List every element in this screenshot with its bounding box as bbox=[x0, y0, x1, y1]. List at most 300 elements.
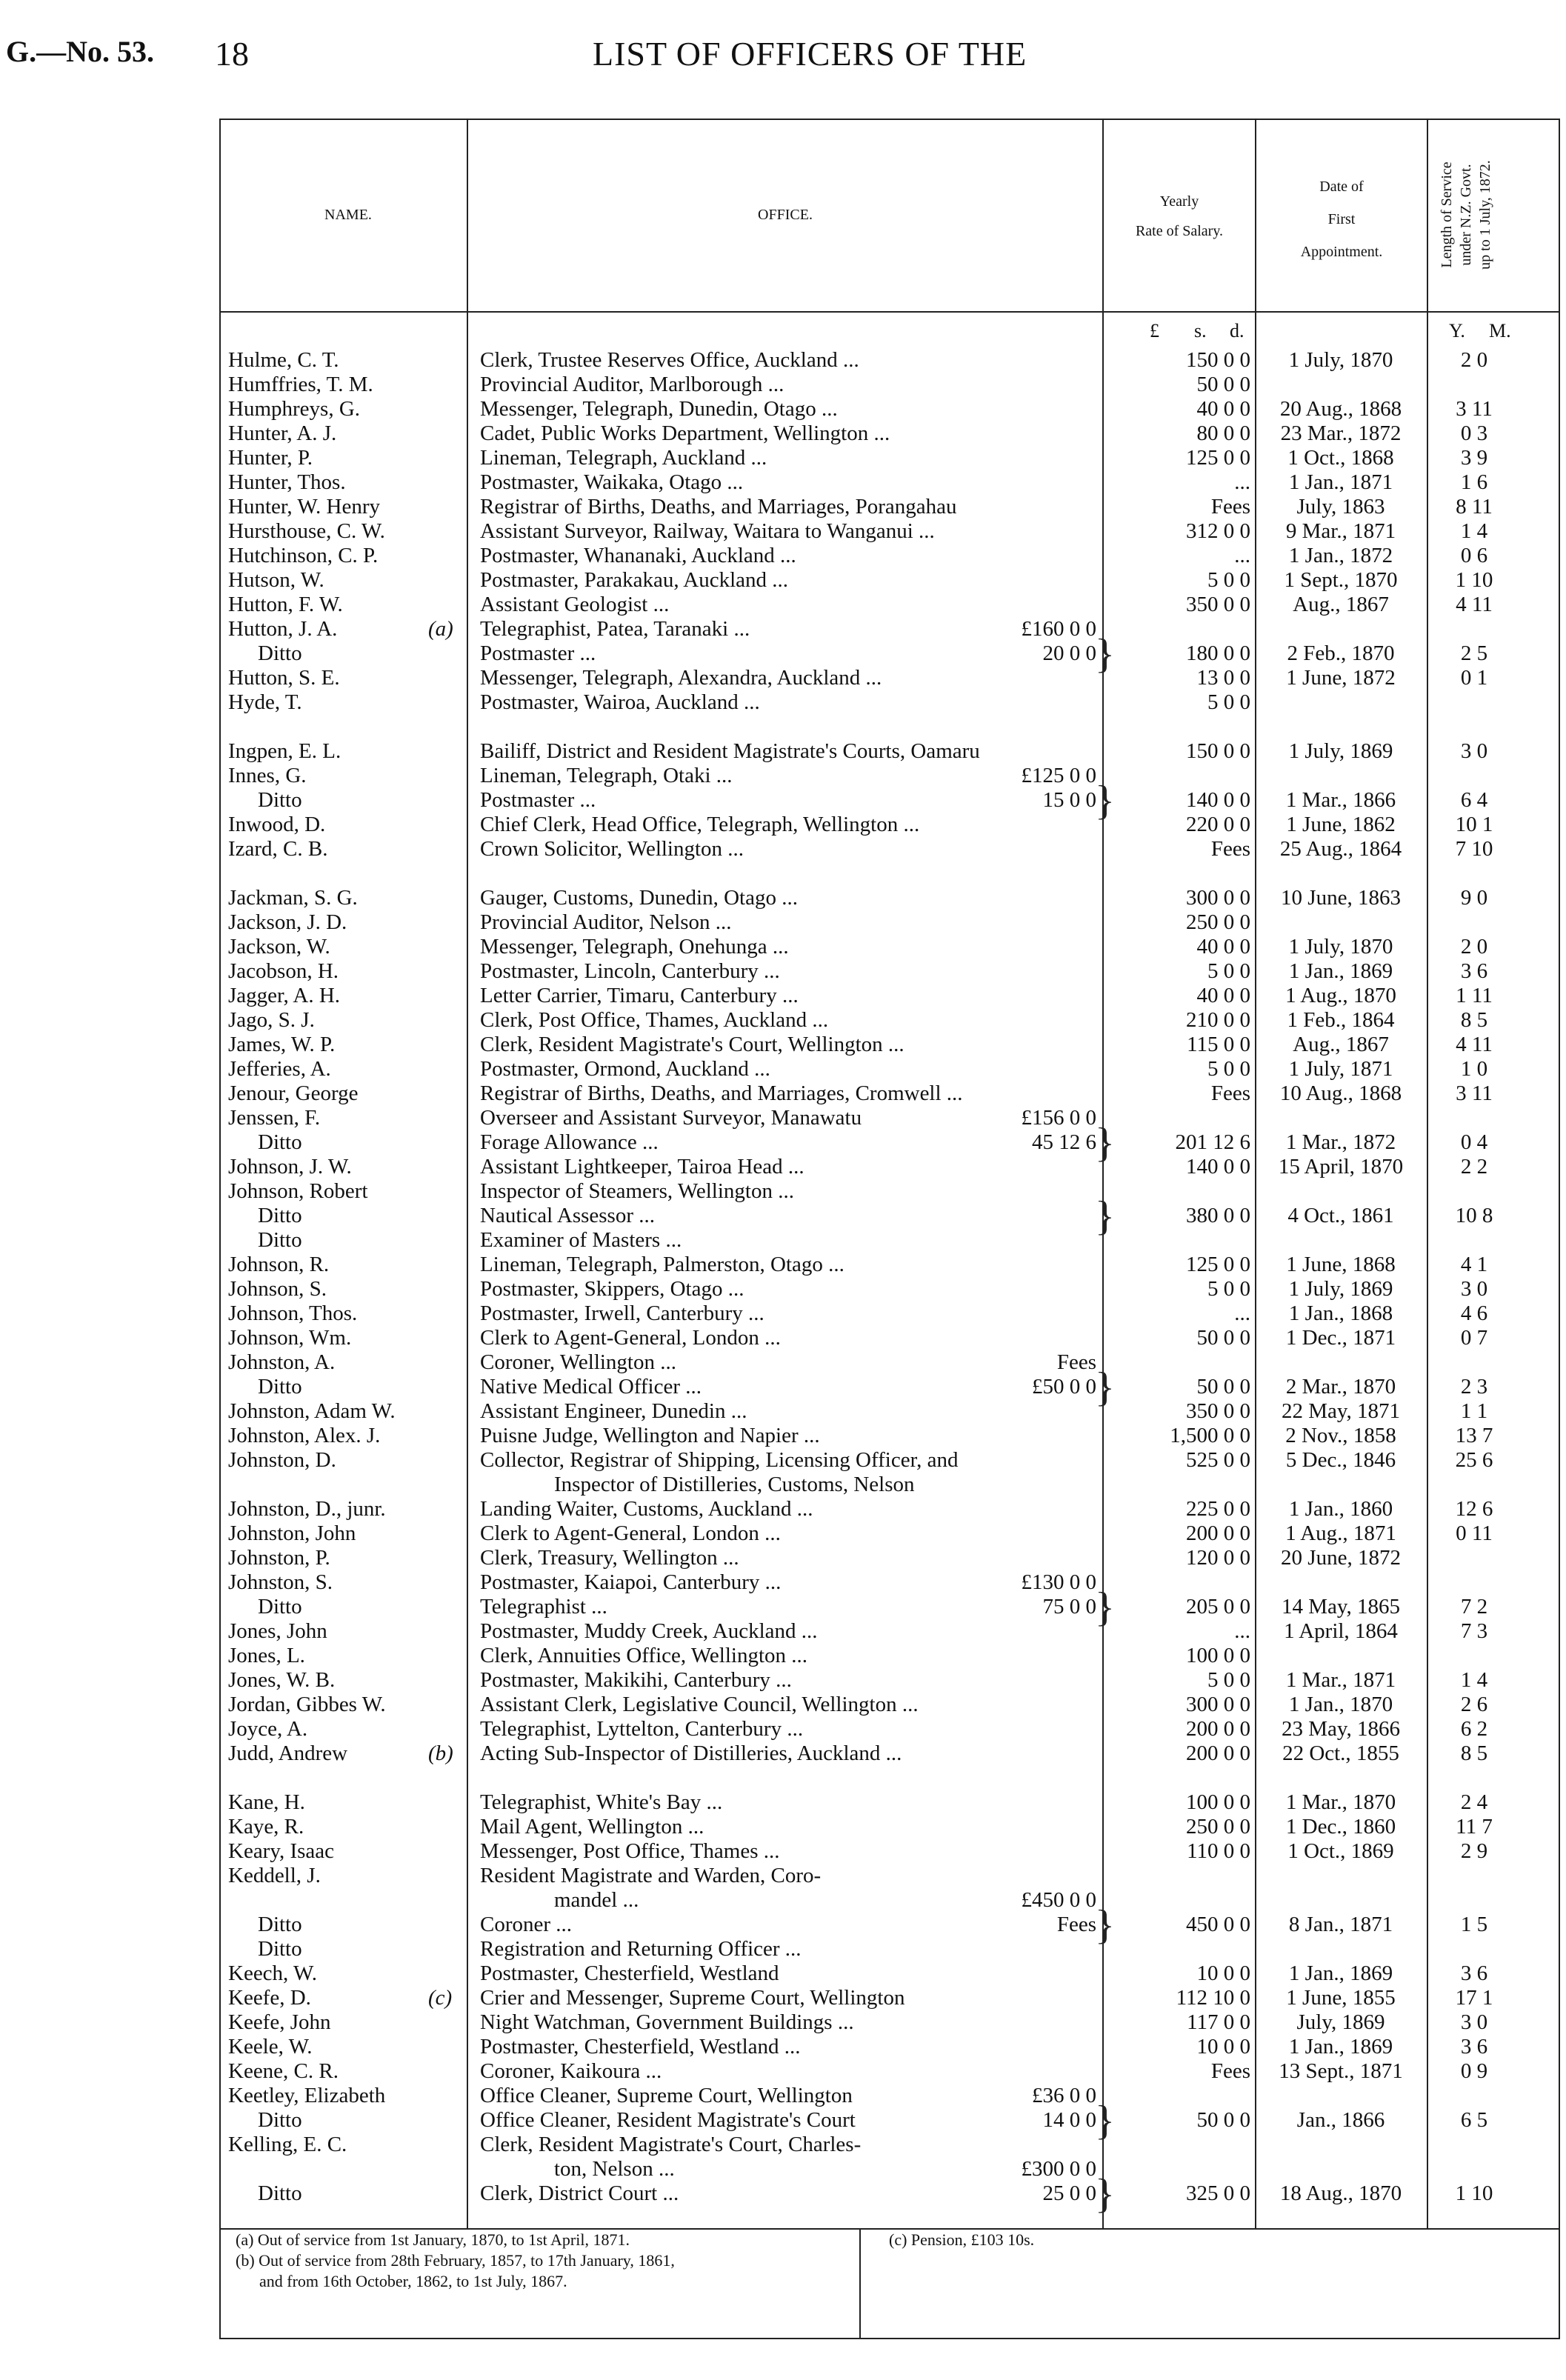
appointment-date: 10 June, 1863 bbox=[1281, 886, 1401, 910]
service-length: 6 4 bbox=[1460, 788, 1488, 812]
appointment-date: Jan., 1866 bbox=[1296, 2108, 1385, 2132]
office-title: Assistant Surveyor, Railway, Waitara to Wanganui ... bbox=[480, 519, 935, 543]
service-length: 6 5 bbox=[1460, 2108, 1488, 2132]
table-row bbox=[0, 1008, 1566, 1033]
service-length: 1 4 bbox=[1460, 1668, 1488, 1692]
footnotes-right bbox=[889, 2230, 1034, 2250]
office-title: Coroner, Wellington ... bbox=[480, 1350, 676, 1374]
officer-name: Keech, W. bbox=[228, 1961, 317, 1985]
officer-name: Ingpen, E. L. bbox=[228, 739, 341, 763]
appointment-date: July, 1863 bbox=[1296, 495, 1385, 519]
appointment-date: 1 Jan., 1869 bbox=[1288, 2035, 1393, 2059]
office-title: Postmaster, Chesterfield, Westland ... bbox=[480, 2035, 801, 2059]
officer-name: Ditto bbox=[258, 641, 302, 665]
officer-name: Jenssen, F. bbox=[228, 1106, 321, 1130]
page-title: LIST OF OFFICERS OF THE bbox=[593, 35, 1027, 73]
sub-salary: Fees bbox=[1056, 1350, 1096, 1374]
appointment-date: 1 Mar., 1870 bbox=[1285, 1790, 1396, 1814]
appointment-date: 18 Aug., 1870 bbox=[1279, 2181, 1402, 2205]
yearly-salary: 40 0 0 bbox=[1196, 397, 1250, 421]
table-row bbox=[0, 1595, 1566, 1619]
officer-name: Ditto bbox=[258, 1204, 302, 1227]
office-title: Landing Waiter, Customs, Auckland ... bbox=[480, 1497, 813, 1521]
appointment-date: 1 Aug., 1871 bbox=[1285, 1521, 1396, 1545]
service-length: 3 6 bbox=[1460, 1961, 1488, 1985]
officer-name: Izard, C. B. bbox=[228, 837, 328, 861]
sub-salary: 15 0 0 bbox=[1042, 788, 1096, 812]
officer-name: Jenour, George bbox=[228, 1081, 359, 1105]
sub-salary: £36 0 0 bbox=[1032, 2084, 1096, 2107]
officer-name: Jackman, S. G. bbox=[228, 886, 358, 910]
sub-salary: 14 0 0 bbox=[1042, 2108, 1096, 2132]
office-title: Registrar of Births, Deaths, and Marriages, Porangahau bbox=[480, 495, 957, 519]
unit-years: Y. bbox=[1449, 320, 1465, 341]
office-title: Native Medical Officer ... bbox=[480, 1375, 702, 1399]
office-title: Messenger, Telegraph, Onehunga ... bbox=[480, 935, 789, 959]
table-row bbox=[0, 1619, 1566, 1644]
officer-name: Ditto bbox=[258, 788, 302, 812]
officer-name: Hyde, T. bbox=[228, 690, 302, 714]
table-row bbox=[0, 1986, 1566, 2010]
yearly-salary: Fees bbox=[1210, 837, 1250, 861]
table-row bbox=[0, 446, 1566, 470]
table-row bbox=[0, 2133, 1566, 2157]
brace-mark: } bbox=[1095, 1120, 1115, 1166]
office-title: Collector, Registrar of Shipping, Licensing Officer, and bbox=[480, 1448, 959, 1472]
yearly-salary: 150 0 0 bbox=[1186, 739, 1250, 763]
appointment-date: 2 Nov., 1858 bbox=[1285, 1424, 1396, 1447]
yearly-salary: 1,500 0 0 bbox=[1170, 1424, 1250, 1447]
appointment-date: 1 Oct., 1869 bbox=[1287, 1839, 1394, 1863]
officer-name: Keefe, D. bbox=[228, 1986, 311, 2010]
service-length: 0 3 bbox=[1460, 421, 1488, 445]
officer-name: Jackson, J. D. bbox=[228, 910, 347, 934]
service-length: 0 4 bbox=[1460, 1130, 1488, 1154]
table-row bbox=[0, 1864, 1566, 1888]
service-length: 1 5 bbox=[1460, 1913, 1488, 1936]
office-title: Postmaster, Chesterfield, Westland bbox=[480, 1961, 779, 1985]
brace-mark: } bbox=[1095, 1584, 1115, 1630]
office-title: Clerk, Annuities Office, Wellington ... bbox=[480, 1644, 808, 1667]
unit-pence: d. bbox=[1230, 320, 1245, 341]
date-header-line: Date of bbox=[1319, 179, 1364, 195]
column-header-office: OFFICE. bbox=[758, 207, 813, 223]
sub-salary: £125 0 0 bbox=[1021, 764, 1096, 787]
service-length: 0 9 bbox=[1460, 2059, 1488, 2083]
appointment-date: 1 June, 1855 bbox=[1286, 1986, 1396, 2010]
appointment-date: 1 Mar., 1871 bbox=[1285, 1668, 1396, 1692]
table-row bbox=[0, 959, 1566, 984]
yearly-salary: 312 0 0 bbox=[1186, 519, 1250, 543]
office-title: Postmaster, Irwell, Canterbury ... bbox=[480, 1301, 764, 1325]
sub-salary: 45 12 6 bbox=[1032, 1130, 1096, 1154]
table-row bbox=[0, 1448, 1566, 1473]
table-row bbox=[0, 2059, 1566, 2084]
yearly-salary: 210 0 0 bbox=[1186, 1008, 1250, 1032]
service-length: 3 6 bbox=[1460, 2035, 1488, 2059]
officer-name: Kane, H. bbox=[228, 1790, 305, 1814]
brace-mark: } bbox=[1095, 778, 1115, 824]
sub-salary: Fees bbox=[1056, 1913, 1096, 1936]
table-row bbox=[0, 495, 1566, 519]
officer-name: Hunter, Thos. bbox=[228, 470, 346, 494]
column-header-length bbox=[1437, 126, 1495, 304]
officer-name: Johnson, Thos. bbox=[228, 1301, 358, 1325]
yearly-salary: Fees bbox=[1210, 2059, 1250, 2083]
officer-name: Humphreys, G. bbox=[228, 397, 361, 421]
table-row bbox=[0, 984, 1566, 1008]
service-length: 4 1 bbox=[1460, 1253, 1488, 1276]
appointment-date: 1 Jan., 1868 bbox=[1288, 1301, 1393, 1325]
office-title: Telegraphist, Lyttelton, Canterbury ... bbox=[480, 1717, 804, 1741]
service-length: 2 4 bbox=[1460, 1790, 1488, 1814]
officer-name: Keele, W. bbox=[228, 2035, 313, 2059]
office-title-continued: Inspector of Distilleries, Customs, Nelson bbox=[554, 1473, 915, 1496]
officer-name: Hunter, W. Henry bbox=[228, 495, 381, 519]
officer-name: Johnson, Robert bbox=[228, 1179, 368, 1203]
service-length: 7 10 bbox=[1455, 837, 1493, 861]
table-row bbox=[0, 421, 1566, 446]
appointment-date: 20 June, 1872 bbox=[1281, 1546, 1401, 1570]
column-header-date bbox=[1256, 170, 1427, 268]
table-row bbox=[0, 1521, 1566, 1546]
officer-name: Ditto bbox=[258, 1913, 302, 1936]
officer-name: Ditto bbox=[258, 1130, 302, 1154]
office-title: Mail Agent, Wellington ... bbox=[480, 1815, 704, 1839]
table-row bbox=[0, 397, 1566, 421]
yearly-salary: 5 0 0 bbox=[1207, 690, 1250, 714]
appointment-date: 1 Jan., 1869 bbox=[1288, 1961, 1393, 1985]
yearly-salary: 40 0 0 bbox=[1196, 984, 1250, 1007]
table-row bbox=[0, 519, 1566, 544]
appointment-date: 5 Dec., 1846 bbox=[1285, 1448, 1396, 1472]
office-title: Office Cleaner, Resident Magistrate's Court bbox=[480, 2108, 856, 2132]
appointment-date: 1 Jan., 1860 bbox=[1288, 1497, 1393, 1521]
table-row bbox=[0, 1961, 1566, 1986]
service-length: 12 6 bbox=[1455, 1497, 1493, 1521]
yearly-salary: 220 0 0 bbox=[1186, 813, 1250, 836]
yearly-salary: 110 0 0 bbox=[1187, 1839, 1250, 1863]
table-row bbox=[0, 2084, 1566, 2108]
appointment-date: 1 Aug., 1870 bbox=[1285, 984, 1396, 1007]
office-title: Bailiff, District and Resident Magistrate's Courts, Oamaru bbox=[480, 739, 980, 763]
yearly-salary: ... bbox=[1234, 470, 1250, 494]
officer-name: Johnson, R. bbox=[228, 1253, 330, 1276]
office-title: Clerk, Treasury, Wellington ... bbox=[480, 1546, 739, 1570]
yearly-salary: 112 10 0 bbox=[1176, 1986, 1250, 2010]
sub-salary: 75 0 0 bbox=[1042, 1595, 1096, 1619]
service-length: 8 5 bbox=[1460, 1741, 1488, 1765]
appointment-date: 1 Dec., 1860 bbox=[1285, 1815, 1396, 1839]
officer-name: Humffries, T. M. bbox=[228, 373, 373, 396]
service-length: 3 11 bbox=[1456, 397, 1493, 421]
service-length: 3 0 bbox=[1460, 2010, 1488, 2034]
office-title: Clerk, Post Office, Thames, Auckland ... bbox=[480, 1008, 829, 1032]
officer-name: Ditto bbox=[258, 1595, 302, 1619]
officer-name: Keddell, J. bbox=[228, 1864, 321, 1887]
appointment-date: 9 Mar., 1871 bbox=[1285, 519, 1396, 543]
service-length: 4 6 bbox=[1460, 1301, 1488, 1325]
service-length: 2 9 bbox=[1460, 1839, 1488, 1863]
table-row bbox=[0, 1253, 1566, 1277]
officer-name: Ditto bbox=[258, 1937, 302, 1961]
yearly-salary: 5 0 0 bbox=[1207, 1057, 1250, 1081]
salary-header-line: Yearly bbox=[1159, 193, 1199, 210]
yearly-salary: 5 0 0 bbox=[1207, 1277, 1250, 1301]
service-length: 4 11 bbox=[1456, 593, 1493, 616]
office-title-continued: mandel ... bbox=[554, 1888, 639, 1912]
officer-name: Innes, G. bbox=[228, 764, 307, 787]
officer-name: Hutton, S. E. bbox=[228, 666, 340, 690]
yearly-salary: 5 0 0 bbox=[1207, 568, 1250, 592]
service-length: 7 3 bbox=[1460, 1619, 1488, 1643]
yearly-salary: 50 0 0 bbox=[1196, 2108, 1250, 2132]
table-row bbox=[0, 1913, 1566, 1937]
office-title: Resident Magistrate and Warden, Coro- bbox=[480, 1864, 822, 1887]
officer-name: Keary, Isaac bbox=[228, 1839, 335, 1863]
table-row bbox=[0, 1497, 1566, 1521]
table-row bbox=[0, 739, 1566, 764]
yearly-salary: 13 0 0 bbox=[1196, 666, 1250, 690]
office-title: Postmaster, Waikaka, Otago ... bbox=[480, 470, 744, 494]
office-title: Postmaster, Lincoln, Canterbury ... bbox=[480, 959, 780, 983]
yearly-salary: 201 12 6 bbox=[1175, 1130, 1250, 1154]
table-row bbox=[0, 2035, 1566, 2059]
table-row bbox=[0, 1081, 1566, 1106]
officer-name: Johnson, Wm. bbox=[228, 1326, 352, 1350]
service-length: 11 7 bbox=[1456, 1815, 1493, 1839]
office-title: Postmaster, Whananaki, Auckland ... bbox=[480, 544, 796, 567]
yearly-salary: 200 0 0 bbox=[1186, 1741, 1250, 1765]
office-title: Clerk to Agent-General, London ... bbox=[480, 1521, 781, 1545]
table-row bbox=[0, 641, 1566, 666]
table-row bbox=[0, 1057, 1566, 1081]
yearly-salary: 125 0 0 bbox=[1186, 446, 1250, 470]
column-header-name: NAME. bbox=[324, 207, 372, 223]
yearly-salary: 140 0 0 bbox=[1186, 1155, 1250, 1179]
appointment-date: 1 April, 1864 bbox=[1284, 1619, 1398, 1643]
yearly-salary: 10 0 0 bbox=[1196, 1961, 1250, 1985]
officer-name: Jacobson, H. bbox=[228, 959, 339, 983]
sub-salary: 25 0 0 bbox=[1042, 2181, 1096, 2205]
table-row bbox=[0, 1204, 1566, 1228]
office-title: Postmaster, Parakakau, Auckland ... bbox=[480, 568, 789, 592]
appointment-date: 10 Aug., 1868 bbox=[1279, 1081, 1402, 1105]
yearly-salary: 205 0 0 bbox=[1186, 1595, 1250, 1619]
yearly-salary: 300 0 0 bbox=[1186, 886, 1250, 910]
appointment-date: 22 Oct., 1855 bbox=[1282, 1741, 1399, 1765]
brace-mark: } bbox=[1095, 631, 1115, 677]
officer-name: Johnston, A. bbox=[228, 1350, 336, 1374]
service-length: 6 2 bbox=[1460, 1717, 1488, 1741]
office-title: Clerk, Resident Magistrate's Court, Wellington ... bbox=[480, 1033, 904, 1056]
service-length: 2 5 bbox=[1460, 641, 1488, 665]
officer-name: Inwood, D. bbox=[228, 813, 326, 836]
sub-salary: £156 0 0 bbox=[1021, 1106, 1096, 1130]
brace-mark: } bbox=[1095, 2171, 1115, 2217]
table-row bbox=[0, 1839, 1566, 1864]
service-length: 4 11 bbox=[1456, 1033, 1493, 1056]
office-title: Provincial Auditor, Nelson ... bbox=[480, 910, 732, 934]
office-title: Postmaster, Makikihi, Canterbury ... bbox=[480, 1668, 792, 1692]
footnote-divider bbox=[859, 2228, 861, 2339]
page-number: 18 bbox=[215, 35, 249, 73]
table-row bbox=[0, 1106, 1566, 1130]
appointment-date: 2 Mar., 1870 bbox=[1285, 1375, 1396, 1399]
office-title: Registration and Returning Officer ... bbox=[480, 1937, 802, 1961]
footnote-a: (a) Out of service from 1st January, 1870, to 1st April, 1871. bbox=[236, 2230, 630, 2249]
officer-name: Hunter, A. J. bbox=[228, 421, 337, 445]
sub-salary: £50 0 0 bbox=[1032, 1375, 1096, 1399]
office-title: Lineman, Telegraph, Auckland ... bbox=[480, 446, 767, 470]
length-header-line: under N.Z. Govt. bbox=[1458, 164, 1474, 266]
yearly-salary: 225 0 0 bbox=[1186, 1497, 1250, 1521]
table-row bbox=[0, 813, 1566, 837]
office-title: Acting Sub-Inspector of Distilleries, Auckland ... bbox=[480, 1741, 902, 1765]
yearly-salary: 5 0 0 bbox=[1207, 959, 1250, 983]
service-length: 8 11 bbox=[1456, 495, 1493, 519]
officer-name: Jones, L. bbox=[228, 1644, 305, 1667]
yearly-salary: 525 0 0 bbox=[1186, 1448, 1250, 1472]
officer-name: Hutton, F. W. bbox=[228, 593, 343, 616]
service-length: 8 5 bbox=[1460, 1008, 1488, 1032]
appointment-date: Aug., 1867 bbox=[1293, 593, 1389, 616]
appointment-date: July, 1869 bbox=[1296, 2010, 1385, 2034]
appointment-date: 1 Jan., 1870 bbox=[1288, 1693, 1393, 1716]
yearly-salary: 325 0 0 bbox=[1186, 2181, 1250, 2205]
officer-name: Ditto bbox=[258, 2181, 302, 2205]
officer-name: Keene, C. R. bbox=[228, 2059, 339, 2083]
yearly-salary: 300 0 0 bbox=[1186, 1693, 1250, 1716]
brace-mark: } bbox=[1095, 1902, 1115, 1948]
table-row bbox=[0, 1790, 1566, 1815]
yearly-salary: 250 0 0 bbox=[1186, 1815, 1250, 1839]
office-title: Night Watchman, Government Buildings ... bbox=[480, 2010, 854, 2034]
appointment-date: 4 Oct., 1861 bbox=[1287, 1204, 1394, 1227]
office-title: Messenger, Telegraph, Alexandra, Auckland ... bbox=[480, 666, 882, 690]
office-title: Telegraphist ... bbox=[480, 1595, 607, 1619]
office-title: Office Cleaner, Supreme Court, Wellington bbox=[480, 2084, 853, 2107]
table-row bbox=[0, 910, 1566, 935]
appointment-date: 1 July, 1871 bbox=[1288, 1057, 1393, 1081]
table-row bbox=[0, 1179, 1566, 1204]
table-row bbox=[0, 886, 1566, 910]
table-row bbox=[0, 837, 1566, 861]
yearly-salary: 40 0 0 bbox=[1196, 935, 1250, 959]
appointment-date: 1 July, 1870 bbox=[1288, 348, 1393, 372]
office-title: Coroner, Kaikoura ... bbox=[480, 2059, 662, 2083]
table-row bbox=[0, 2010, 1566, 2035]
yearly-salary: 380 0 0 bbox=[1186, 1204, 1250, 1227]
office-title: Assistant Lightkeeper, Tairoa Head ... bbox=[480, 1155, 804, 1179]
officer-name: Jones, W. B. bbox=[228, 1668, 336, 1692]
service-length: 10 8 bbox=[1455, 1204, 1493, 1227]
header-rule bbox=[219, 311, 1560, 313]
yearly-salary: 350 0 0 bbox=[1186, 1399, 1250, 1423]
office-title: Postmaster, Ormond, Auckland ... bbox=[480, 1057, 770, 1081]
yearly-salary: 200 0 0 bbox=[1186, 1717, 1250, 1741]
officer-name: Jagger, A. H. bbox=[228, 984, 341, 1007]
office-title: Examiner of Masters ... bbox=[480, 1228, 682, 1252]
service-length: 25 6 bbox=[1455, 1448, 1493, 1472]
service-length: 0 7 bbox=[1460, 1326, 1488, 1350]
yearly-salary: 115 0 0 bbox=[1187, 1033, 1250, 1056]
table-row bbox=[0, 1473, 1566, 1497]
office-title: Telegraphist, White's Bay ... bbox=[480, 1790, 723, 1814]
sub-salary: £450 0 0 bbox=[1021, 1888, 1096, 1912]
officer-name: Jackson, W. bbox=[228, 935, 330, 959]
service-length: 2 6 bbox=[1460, 1693, 1488, 1716]
service-length: 2 0 bbox=[1460, 348, 1488, 372]
footnote-b-cont: and from 16th October, 1862, to 1st July, 1867. bbox=[259, 2272, 567, 2290]
service-length: 9 0 bbox=[1460, 886, 1488, 910]
table-row bbox=[0, 470, 1566, 495]
office-title: Clerk, District Court ... bbox=[480, 2181, 679, 2205]
office-title: Registrar of Births, Deaths, and Marriages, Cromwell ... bbox=[480, 1081, 963, 1105]
footnote-ref: (c) bbox=[428, 1986, 453, 2010]
office-title: Assistant Clerk, Legislative Council, Wellington ... bbox=[480, 1693, 919, 1716]
appointment-date: 25 Aug., 1864 bbox=[1279, 837, 1402, 861]
appointment-date: 1 Sept., 1870 bbox=[1284, 568, 1398, 592]
yearly-salary: Fees bbox=[1210, 1081, 1250, 1105]
unit-pounds: £ bbox=[1150, 320, 1159, 341]
yearly-salary: 80 0 0 bbox=[1196, 421, 1250, 445]
appointment-date: 1 Jan., 1871 bbox=[1288, 470, 1393, 494]
yearly-salary: 5 0 0 bbox=[1207, 1668, 1250, 1692]
table-row bbox=[0, 2108, 1566, 2133]
office-title-continued: ton, Nelson ... bbox=[554, 2157, 675, 2181]
service-length: 3 9 bbox=[1460, 446, 1488, 470]
table-row bbox=[0, 666, 1566, 690]
yearly-salary: 50 0 0 bbox=[1196, 373, 1250, 396]
yearly-salary: 350 0 0 bbox=[1186, 593, 1250, 616]
office-title: Chief Clerk, Head Office, Telegraph, Wellington ... bbox=[480, 813, 920, 836]
office-title: Coroner ... bbox=[480, 1913, 573, 1936]
officer-name: Jefferies, A. bbox=[228, 1057, 331, 1081]
footnote-c: (c) Pension, £103 10s. bbox=[889, 2230, 1035, 2249]
table-row bbox=[0, 1546, 1566, 1570]
table-row bbox=[0, 544, 1566, 568]
appointment-date: 20 Aug., 1868 bbox=[1279, 397, 1402, 421]
office-title: Crier and Messenger, Supreme Court, Wellington bbox=[480, 1986, 905, 2010]
table-row bbox=[0, 1668, 1566, 1693]
yearly-salary: 200 0 0 bbox=[1186, 1521, 1250, 1545]
office-title: Postmaster, Skippers, Otago ... bbox=[480, 1277, 744, 1301]
unit-shillings: s. bbox=[1194, 320, 1207, 341]
officer-name: Hulme, C. T. bbox=[228, 348, 339, 372]
appointment-date: 23 May, 1866 bbox=[1281, 1717, 1401, 1741]
officer-name: Jones, John bbox=[228, 1619, 327, 1643]
yearly-salary: 120 0 0 bbox=[1186, 1546, 1250, 1570]
service-length: 3 6 bbox=[1460, 959, 1488, 983]
service-length: 1 11 bbox=[1456, 984, 1493, 1007]
appointment-date: 15 April, 1870 bbox=[1278, 1155, 1404, 1179]
appointment-date: Aug., 1867 bbox=[1293, 1033, 1389, 1056]
table-row bbox=[0, 1228, 1566, 1253]
yearly-salary: 100 0 0 bbox=[1186, 1644, 1250, 1667]
office-title: Lineman, Telegraph, Otaki ... bbox=[480, 764, 733, 787]
appointment-date: 1 July, 1870 bbox=[1288, 935, 1393, 959]
brace-mark: } bbox=[1095, 1193, 1115, 1239]
office-title: Gauger, Customs, Dunedin, Otago ... bbox=[480, 886, 798, 910]
officer-name: Johnson, J. W. bbox=[228, 1155, 352, 1179]
officer-name: Hutton, J. A. bbox=[228, 617, 338, 641]
footnotes-left bbox=[236, 2230, 675, 2292]
table-row bbox=[0, 1937, 1566, 1961]
service-length: 2 2 bbox=[1460, 1155, 1488, 1179]
appointment-date: 1 Jan., 1869 bbox=[1288, 959, 1393, 983]
table-row bbox=[0, 568, 1566, 593]
